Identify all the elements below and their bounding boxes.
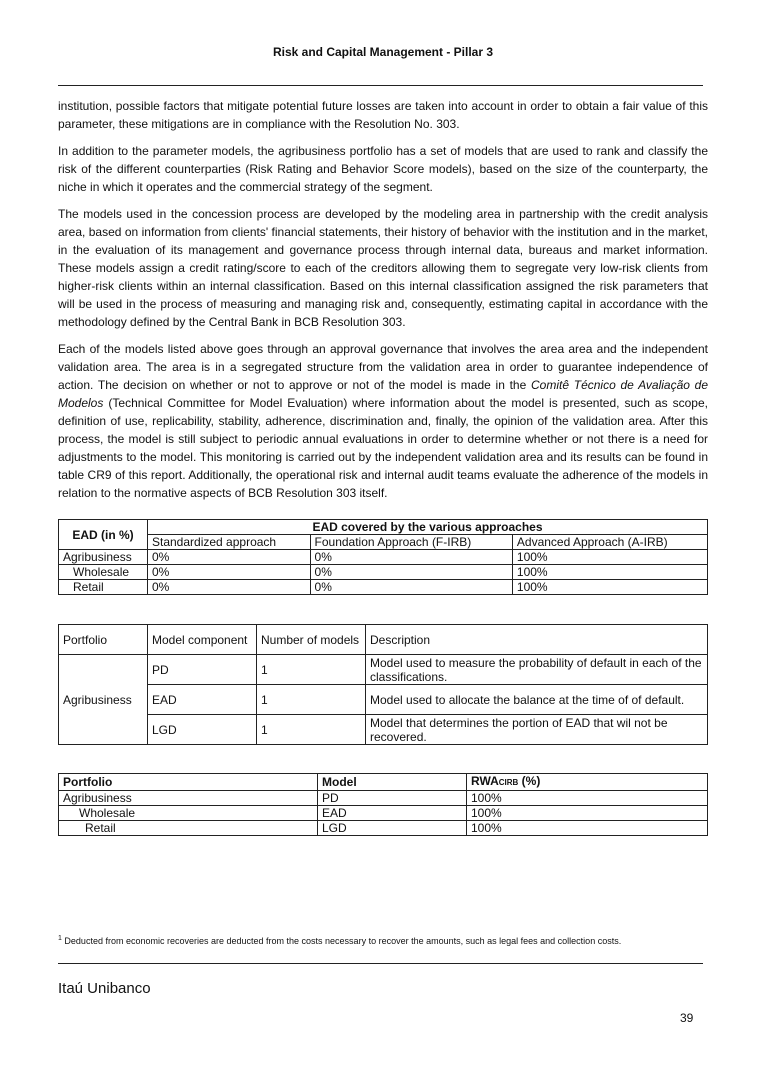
paragraph [58,340,708,502]
table-cell: 0% [310,580,512,595]
row-label: Wholesale [59,565,148,580]
table-cell: LGD [318,821,467,836]
footnote-marker: 1 [58,935,62,942]
column-header: Model [318,774,467,791]
table-cell: 0% [310,565,512,580]
paragraph: institution, possible factors that mitigate potential future losses are taken into account in order to obtain a fair value of this parameter, these mitigations are in compliance with the Resolution No. 303. [58,99,708,131]
table-row [59,655,708,685]
rwa-suffix: (%) [518,774,541,788]
table-cell: 100% [512,580,707,595]
table-cell: Model used to measure the probability of default in each of the classifications. [366,655,708,685]
table-cell: EAD [318,806,467,821]
table-cell: Wholesale [59,806,318,821]
table-cell: 100% [467,806,708,821]
page-number: 39 [680,1011,694,1025]
row-label: Retail [59,580,148,595]
column-header: Portfolio [59,774,318,791]
paragraph: In addition to the parameter models, the agribusiness portfolio has a set of models that are used to rank and classify the risk of the different counterparties (Risk Rating and Behavior Score models), based on the size of the counterparty, the niche in which it operates and the commercial strategy of the segment. [58,144,708,194]
table-row [59,580,708,595]
table-cell: 0% [310,550,512,565]
footnote-text: Deducted from economic recoveries are deducted from the costs necessary to recover the amounts, such as legal fees and collection costs. [64,936,622,946]
paragraph-text: (Technical Committee for Model Evaluation) where information about the model is presented, such as scope, definition of use, replicability, stability, adherence, discrimination and, finally, the opinion of the validation area. After this process, the model is still subject to periodic annual evaluations in order to determine whether or not there is a need for adjustments to the model. This monitoring is carried out by the independent validation area and its results can be found in table CR9 of this report. Additionally, the operational risk and internal audit teams evaluate the adherence of the models in relation to the normative aspects of BCB Resolution 303 itself. [58,396,708,500]
table-cell: 100% [467,791,708,806]
table-cell: 100% [512,550,707,565]
column-header: Standardized approach [148,535,311,550]
column-header [467,774,708,791]
table-row [59,685,708,715]
table-cell: 1 [257,715,366,745]
table-row [59,821,708,836]
table-cell: LGD [148,715,257,745]
paragraph: The models used in the concession process are developed by the modeling area in partnership with the credit analysis area, based on information from clients' financial statements, their history of behavior with the institution and in the market, in the evaluation of its management and governance process through internal data, bureaus and market information. These models assign a credit rating/score to each of the creditors allowing them to segregate very low-risk clients from higher-risk clients within an internal classification. Based on this internal classification assigned the risk parameters that will be used in the process of measuring and managing risk and, consequently, estimating capital in accordance with the methodology defined by the Central Bank in BCB Resolution 303. [58,207,708,329]
table-cell: PD [148,655,257,685]
table-row [59,565,708,580]
table-cell: Agribusiness [59,791,318,806]
column-header: Foundation Approach (F-IRB) [310,535,512,550]
table-cell: 0% [148,550,311,565]
rwa-subscript: CIRB [498,778,519,787]
table-cell: 100% [512,565,707,580]
model-components-table [58,624,708,745]
table-cell: Retail [59,821,318,836]
table-cell: Model used to allocate the balance at the time of of default. [366,685,708,715]
table-cell: 0% [148,565,311,580]
row-label: Agribusiness [59,550,148,565]
page-header-title: Risk and Capital Management - Pillar 3 [272,45,494,59]
rwa-label: RWA [471,774,499,788]
table-row [59,791,708,806]
footer-divider [58,963,703,964]
portfolio-cell: Agribusiness [59,655,148,745]
rwa-table [58,773,708,836]
table-group-header: EAD covered by the various approaches [148,520,708,535]
table-cell: Model that determines the portion of EAD that wil not be recovered. [366,715,708,745]
column-header: Number of models [257,625,366,655]
table-cell: PD [318,791,467,806]
ead-coverage-table [58,519,708,595]
column-header: Advanced Approach (A-IRB) [512,535,707,550]
column-header: Model component [148,625,257,655]
header-divider [58,85,703,86]
table-row [59,550,708,565]
table-row [59,806,708,821]
footer-brand: Itaú Unibanco [58,980,151,997]
table-cell: 0% [148,580,311,595]
column-header: Portfolio [59,625,148,655]
body-text [58,97,708,511]
table-row [59,715,708,745]
table-corner-header: EAD (in %) [59,520,148,550]
column-header: Description [366,625,708,655]
table-cell: 1 [257,685,366,715]
footnote [58,935,708,946]
paragraph-text: Each of the models listed above goes through an approval governance that involves the area area and the independent validation area. The area is in a segregated structure from the validation area in order to guarantee independence of action. The decision on whether or not to approve or not of the model is made in the [58,342,708,392]
table-cell: EAD [148,685,257,715]
table-cell: 100% [467,821,708,836]
committee-name: Comitê Técnico de Avaliação de Modelos [58,378,708,410]
table-cell: 1 [257,655,366,685]
